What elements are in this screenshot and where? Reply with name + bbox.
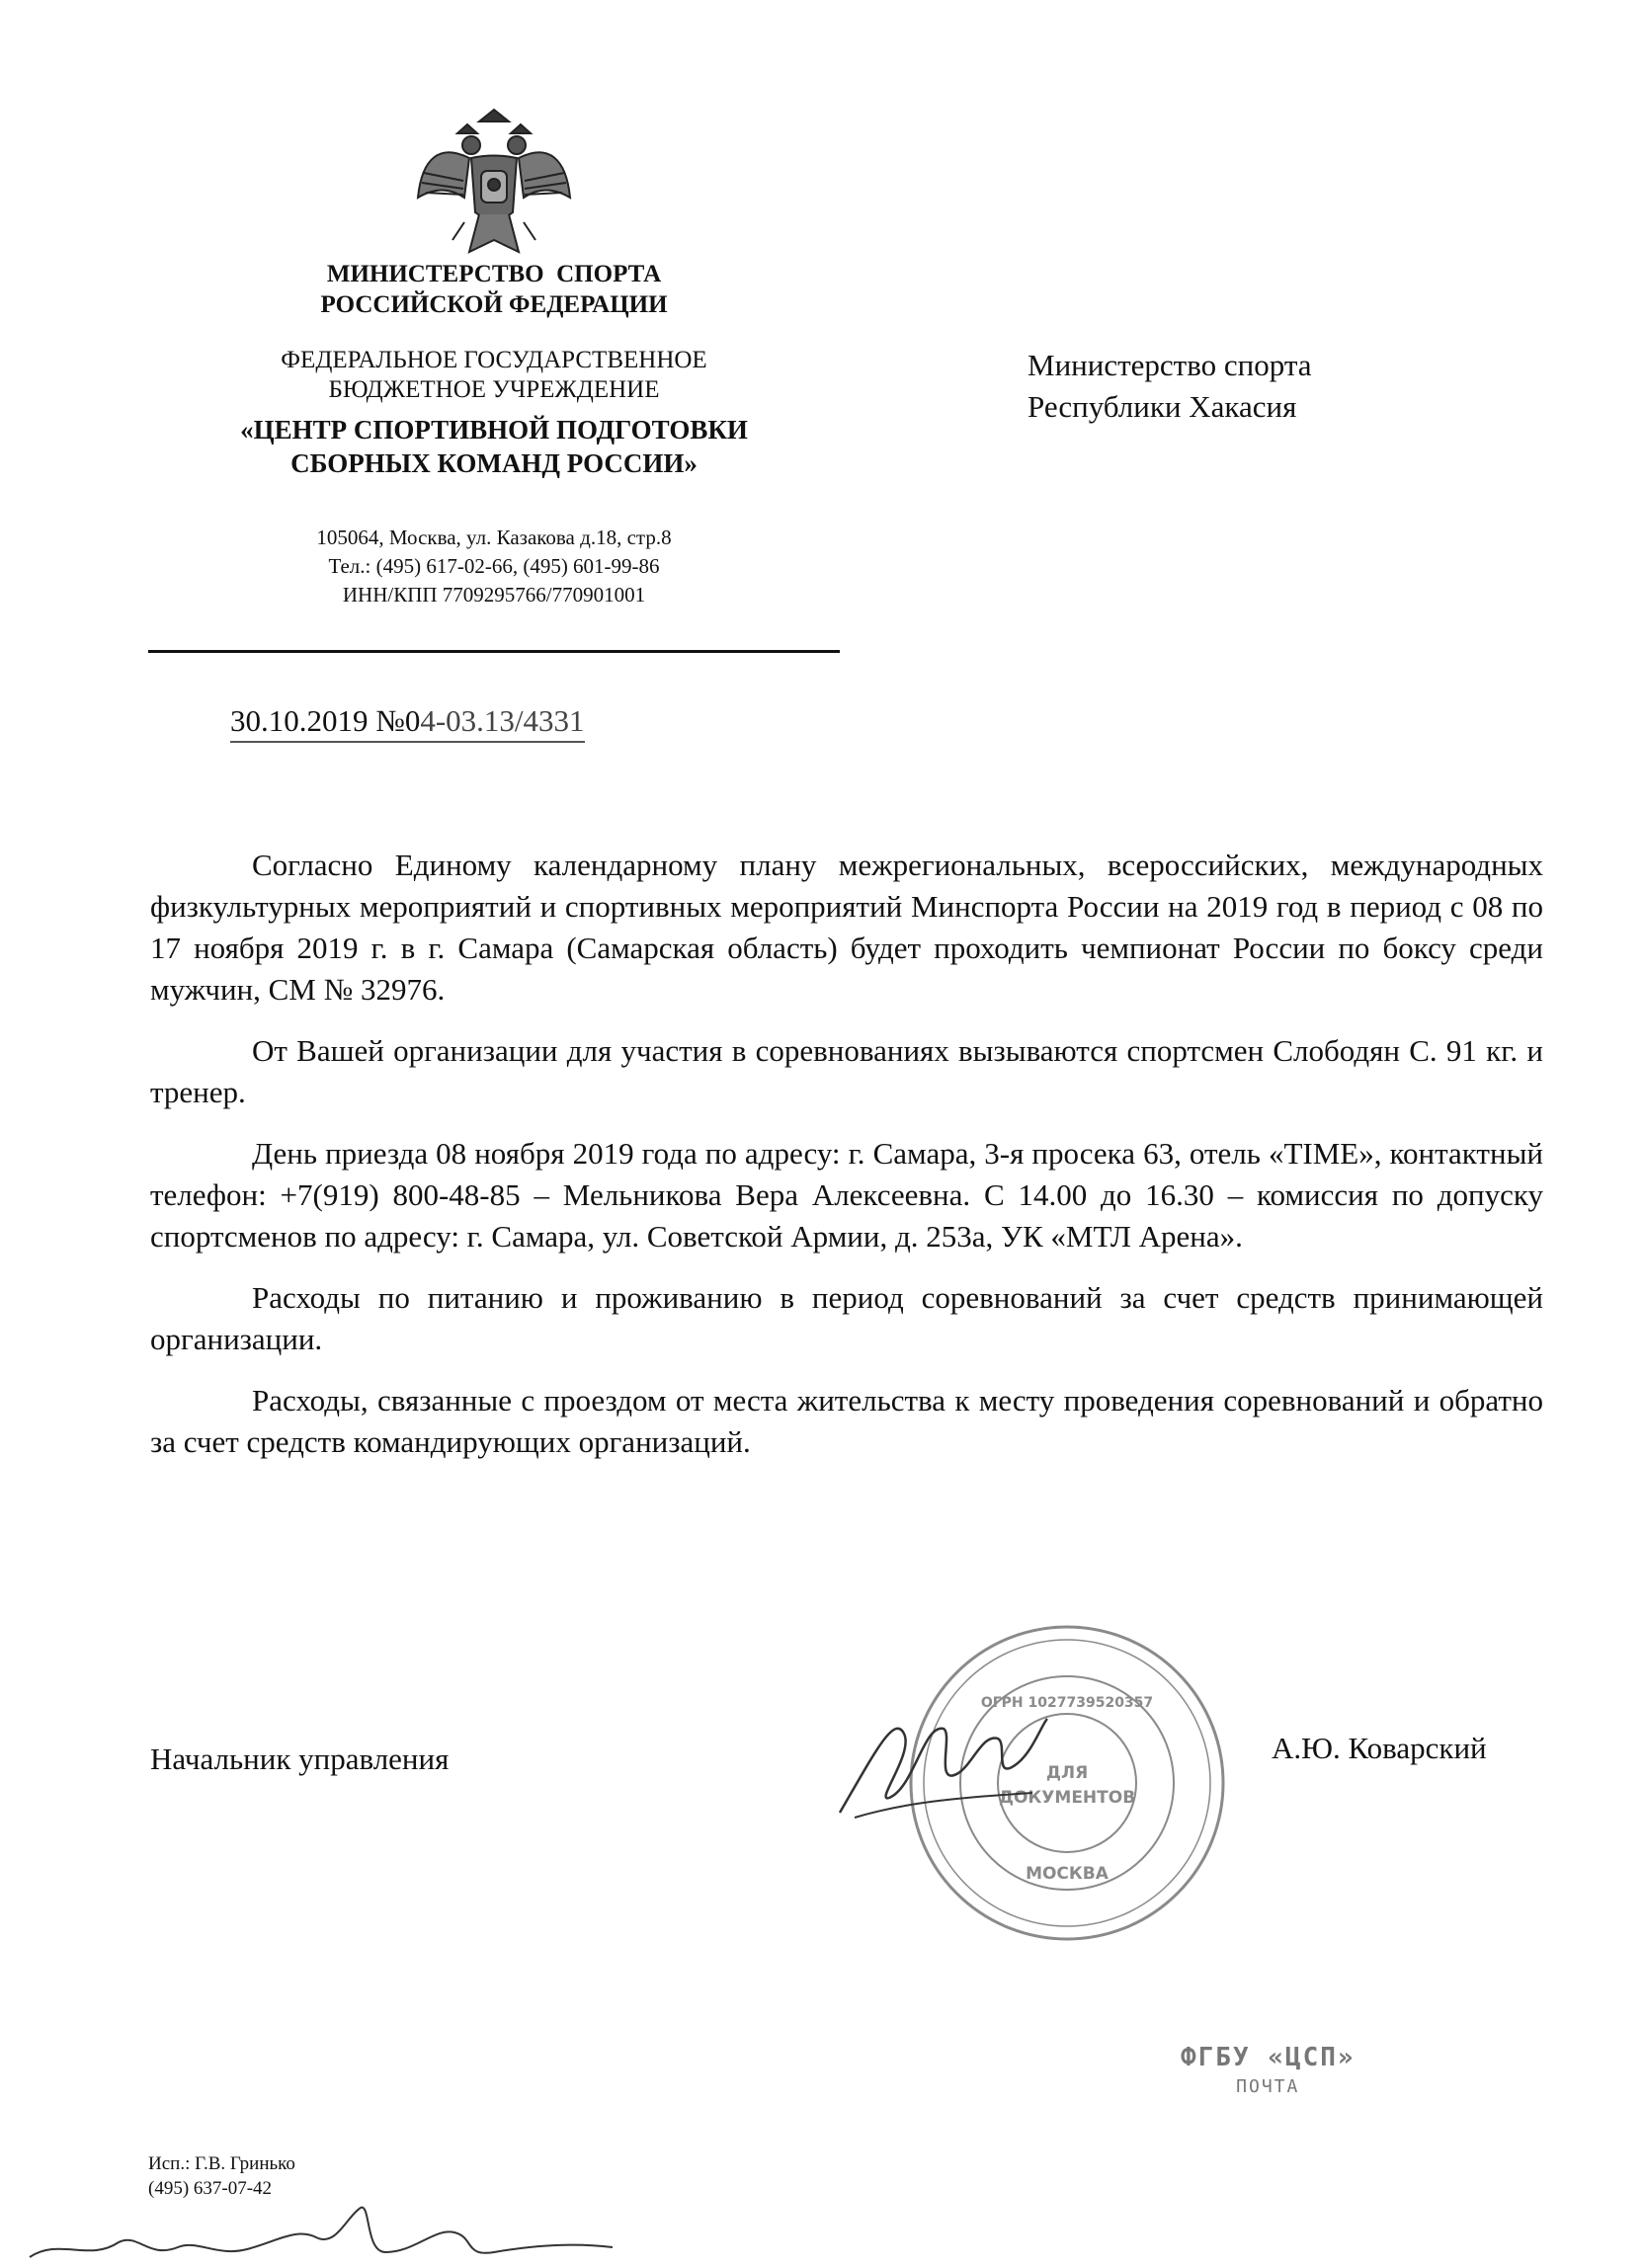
letterhead-divider (148, 650, 840, 653)
org-contacts (138, 524, 850, 609)
stamp-center-line-2: ДОКУМЕНТОВ (998, 1788, 1136, 1808)
ministry-line-1: МИНИСТЕРСТВО СПОРТА (326, 261, 662, 287)
stamp-ogrn-text: ОГРН 1027739520357 (980, 1695, 1154, 1711)
org-phones: Тел.: (495) 617-02-66, (495) 601-99-86 (328, 554, 660, 578)
registration-line (230, 703, 585, 743)
signatory-role: Начальник управления (150, 1742, 450, 1776)
stamp-bottom-text: МОСКВА (1026, 1864, 1109, 1884)
org-type (138, 346, 850, 405)
ministry-heading (138, 259, 850, 320)
mail-stamp (1181, 2043, 1356, 2097)
mail-stamp-line-2: ПОЧТА (1236, 2076, 1300, 2097)
executor-info (148, 2151, 295, 2201)
org-type-line-1: ФЕДЕРАЛЬНОЕ ГОСУДАРСТВЕННОЕ (281, 347, 707, 373)
org-inn-kpp: ИНН/КПП 7709295766/770901001 (342, 583, 646, 607)
double-headed-eagle-emblem (410, 104, 578, 272)
executor-name: Исп.: Г.В. Гринько (148, 2153, 295, 2174)
ministry-line-2: РОССИЙСКОЙ ФЕДЕРАЦИИ (320, 291, 668, 318)
registration-number-prefix: 0 (404, 703, 421, 738)
body-paragraph-3: День приезда 08 ноября 2019 года по адресу: г. Самара, 3-я просека 63, отель «TIME», контактный телефон: +7(919) 800-48-85 – Мельникова Вера Алексеевна. С 14.00 до 16.30 – комиссия по допуску спортсменов по адресу: г. Самара, ул. Советской Армии, д. 253а, УК «МТЛ Арена». (150, 1136, 1543, 1254)
body-paragraph-5: Расходы, связанные с проездом от места жительства к месту проведения соревнований и обратно за счет средств командирующих организаций. (150, 1383, 1543, 1459)
body-paragraph-4: Расходы по питанию и проживанию в период соревнований за счет средств принимающей организации. (150, 1280, 1543, 1356)
body-paragraph-1: Согласно Единому календарному плану межрегиональных, всероссийских, международных физкультурных мероприятий и спортивных мероприятий Минспорта России на 2019 год в период с 08 по 17 ноября 2019 г. в г. Самара (Самарская область) будет проходить чемпионат России по боксу среди мужчин, СМ № 32976. (150, 848, 1543, 1007)
handwritten-signature (835, 1694, 1052, 1842)
executor-signature-scribble (20, 2198, 672, 2268)
signatory-name: А.Ю. Коварский (1272, 1731, 1487, 1765)
recipient-line-2: Республики Хакасия (1028, 389, 1297, 424)
recipient-line-1: Министерство спорта (1028, 348, 1312, 382)
org-type-line-2: БЮДЖЕТНОЕ УЧРЕЖДЕНИЕ (328, 376, 660, 403)
org-name-line-2: СБОРНЫХ КОМАНД РОССИИ» (290, 448, 698, 478)
registration-number: 4-03.13/4331 (420, 703, 585, 738)
body-paragraph-2: От Вашей организации для участия в соревнованиях вызываются спортсмен Слободян С. 91 кг. и тренер. (150, 1033, 1543, 1109)
stamp-center-line-1: ДЛЯ (1045, 1763, 1089, 1783)
executor-phone: (495) 637-07-42 (148, 2178, 273, 2199)
org-name-line-1: «ЦЕНТР СПОРТИВНОЙ ПОДГОТОВКИ (240, 415, 748, 445)
letter-body (150, 845, 1543, 1483)
registration-number-sign: № (375, 703, 405, 738)
org-address: 105064, Москва, ул. Казакова д.18, стр.8 (316, 526, 672, 549)
org-name (138, 413, 850, 480)
mail-stamp-line-1: ФГБУ «ЦСП» (1181, 2043, 1356, 2072)
registration-date: 30.10.2019 (230, 703, 369, 738)
